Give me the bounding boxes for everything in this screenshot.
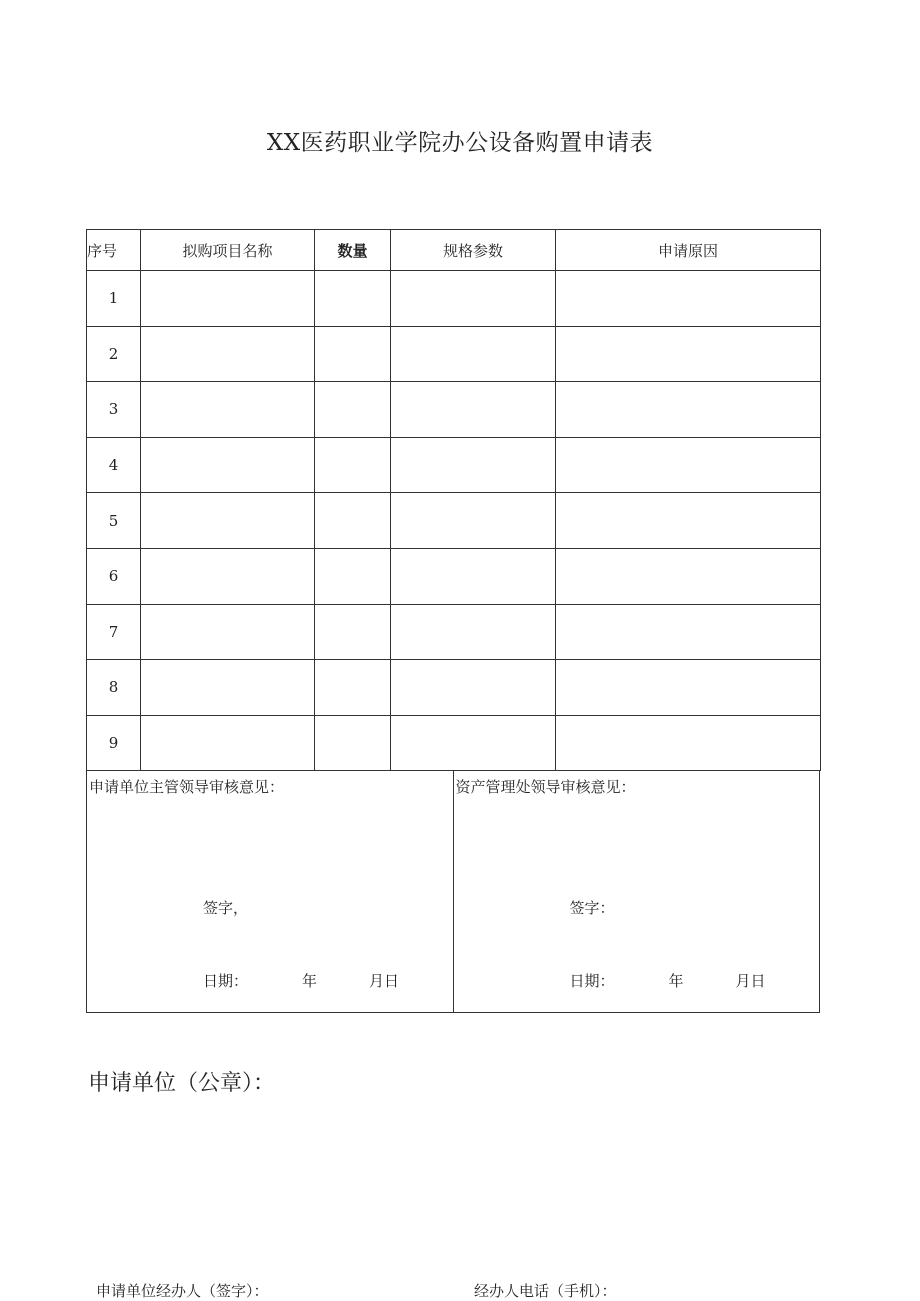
reason-cell[interactable] xyxy=(556,493,821,549)
spec-cell[interactable] xyxy=(391,604,556,660)
quantity-cell[interactable] xyxy=(315,715,391,771)
item-name-cell[interactable] xyxy=(141,493,315,549)
quantity-cell[interactable] xyxy=(315,382,391,438)
handler-signature-label: 申请单位经办人（签字）： xyxy=(96,1282,269,1300)
department-year-label: 年 xyxy=(302,972,318,990)
table-row xyxy=(87,604,821,660)
table-row xyxy=(87,437,821,493)
spec-cell[interactable] xyxy=(391,660,556,716)
table-row xyxy=(87,715,821,771)
spec-cell[interactable] xyxy=(391,382,556,438)
quantity-cell[interactable] xyxy=(315,271,391,327)
quantity-cell[interactable] xyxy=(315,604,391,660)
asset-office-year-label: 年 xyxy=(668,972,684,990)
row-seq: 8 xyxy=(87,660,141,716)
reason-cell[interactable] xyxy=(556,660,821,716)
table-row xyxy=(87,382,821,438)
table-row xyxy=(87,493,821,549)
item-name-cell[interactable] xyxy=(141,604,315,660)
item-name-cell[interactable] xyxy=(141,715,315,771)
spec-cell[interactable] xyxy=(391,493,556,549)
reason-cell[interactable] xyxy=(556,326,821,382)
department-review-heading: 申请单位主管领导审核意见： xyxy=(89,778,285,796)
spec-cell[interactable] xyxy=(391,548,556,604)
department-signature-label: 签字， xyxy=(203,899,249,917)
row-seq: 7 xyxy=(87,604,141,660)
quantity-cell[interactable] xyxy=(315,326,391,382)
purchase-items-table xyxy=(86,229,821,771)
item-name-cell[interactable] xyxy=(141,326,315,382)
item-name-cell[interactable] xyxy=(141,271,315,327)
row-seq: 1 xyxy=(87,271,141,327)
header-spec: 规格参数 xyxy=(391,230,556,271)
reason-cell[interactable] xyxy=(556,604,821,660)
asset-office-signature-label: 签字： xyxy=(569,899,615,917)
row-seq: 6 xyxy=(87,548,141,604)
quantity-cell[interactable] xyxy=(315,437,391,493)
row-seq: 9 xyxy=(87,715,141,771)
handler-phone-label: 经办人电话（手机）： xyxy=(474,1282,617,1300)
reason-cell[interactable] xyxy=(556,271,821,327)
item-name-cell[interactable] xyxy=(141,437,315,493)
item-name-cell[interactable] xyxy=(141,548,315,604)
row-seq: 2 xyxy=(87,326,141,382)
item-name-cell[interactable] xyxy=(141,382,315,438)
table-header-row xyxy=(87,230,821,271)
table-row xyxy=(87,548,821,604)
table-row xyxy=(87,326,821,382)
spec-cell[interactable] xyxy=(391,271,556,327)
spec-cell[interactable] xyxy=(391,715,556,771)
row-seq: 5 xyxy=(87,493,141,549)
seal-label: 申请单位（公章）： xyxy=(88,1071,276,1096)
asset-office-review-heading: 资产管理处领导审核意见： xyxy=(455,778,636,796)
reason-cell[interactable] xyxy=(556,382,821,438)
asset-office-date-label: 日期： xyxy=(569,972,615,990)
reason-cell[interactable] xyxy=(556,437,821,493)
form-title: XX医药职业学院办公设备购置申请表 xyxy=(266,130,654,156)
quantity-cell[interactable] xyxy=(315,548,391,604)
table-row xyxy=(87,660,821,716)
asset-office-month-day-label: 月日 xyxy=(735,972,766,990)
quantity-cell[interactable] xyxy=(315,660,391,716)
review-section xyxy=(86,771,820,1013)
spec-cell[interactable] xyxy=(391,437,556,493)
department-date-label: 日期： xyxy=(203,972,249,990)
header-seq: 序号 xyxy=(87,230,141,271)
header-quantity: 数量 xyxy=(315,230,391,271)
header-item-name: 拟购项目名称 xyxy=(141,230,315,271)
spec-cell[interactable] xyxy=(391,326,556,382)
header-reason: 申请原因 xyxy=(556,230,821,271)
department-month-day-label: 月日 xyxy=(369,972,400,990)
reason-cell[interactable] xyxy=(556,715,821,771)
row-seq: 3 xyxy=(87,382,141,438)
item-name-cell[interactable] xyxy=(141,660,315,716)
quantity-cell[interactable] xyxy=(315,493,391,549)
asset-office-review-panel[interactable] xyxy=(453,771,820,1012)
reason-cell[interactable] xyxy=(556,548,821,604)
row-seq: 4 xyxy=(87,437,141,493)
table-row xyxy=(87,271,821,327)
department-leader-review-panel[interactable] xyxy=(87,771,453,1012)
